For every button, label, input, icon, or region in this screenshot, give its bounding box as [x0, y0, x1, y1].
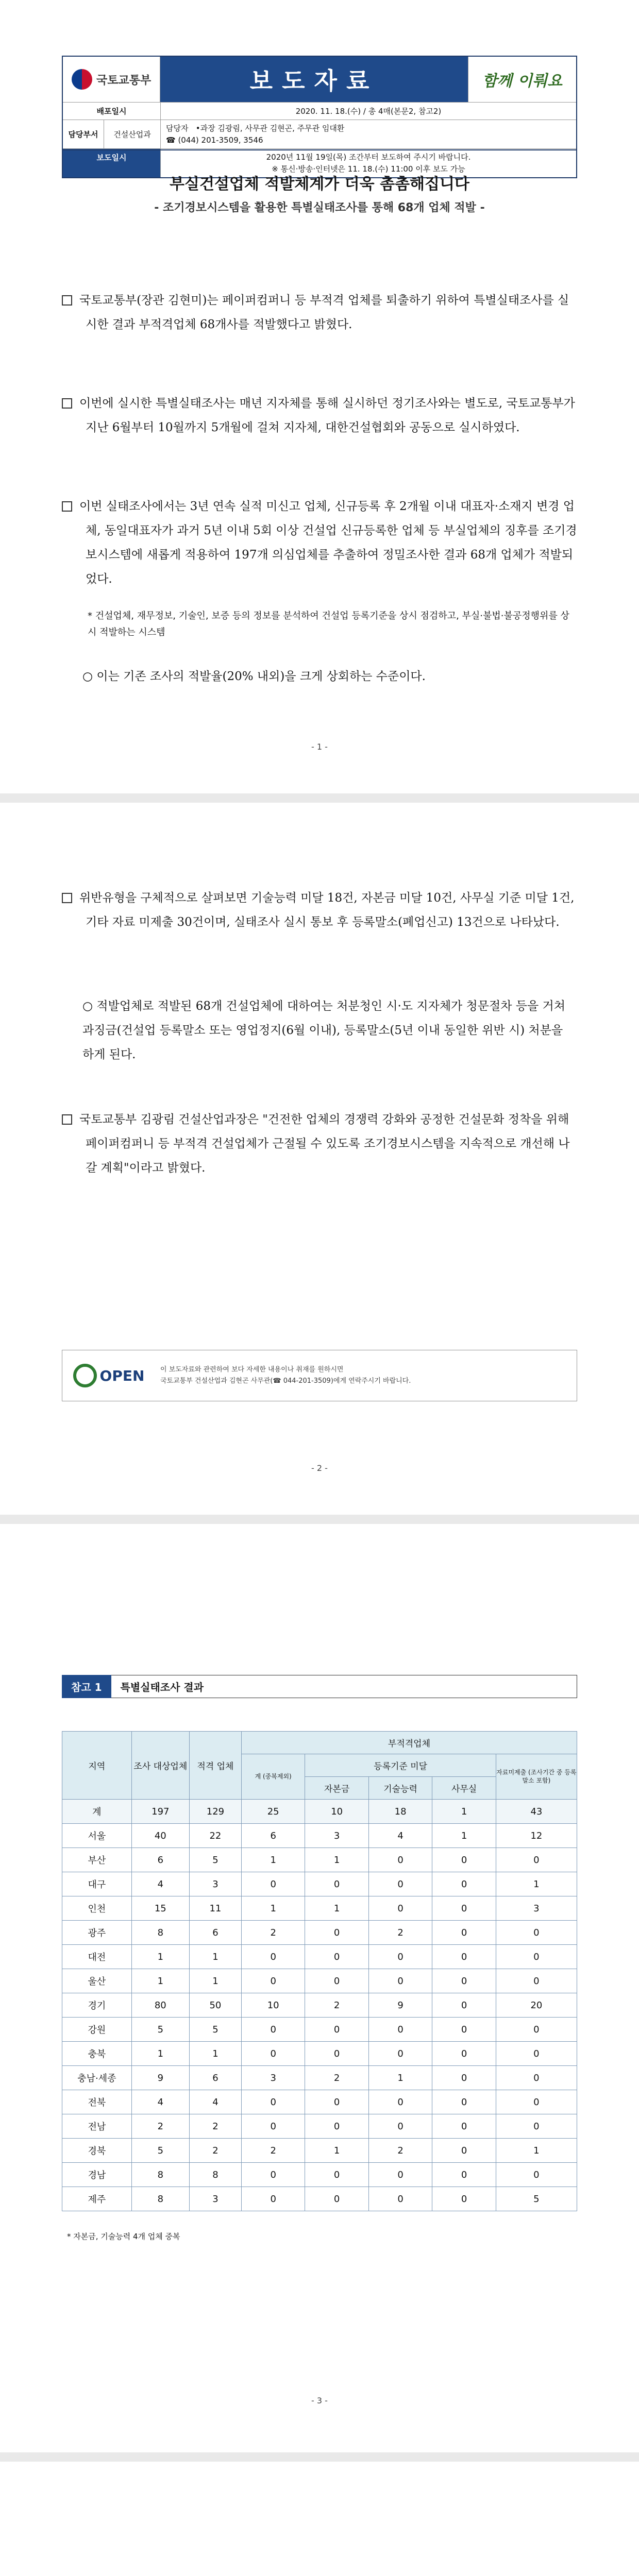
value-cell: 4 — [131, 1872, 189, 1896]
region-cell: 경기 — [62, 1993, 132, 2018]
value-cell: 0 — [432, 1921, 496, 1945]
checkbox-bullet-icon — [62, 398, 72, 409]
region-cell: 부산 — [62, 1848, 132, 1872]
value-cell: 0 — [368, 1945, 432, 1969]
value-cell: 80 — [131, 1993, 189, 2018]
value-cell: 1 — [131, 1969, 189, 1993]
paragraph-1: 국토교통부(장관 김현미)는 페이퍼컴퍼니 등 부적격 업체를 퇴출하기 위하여 특별실태조사를 실시한 결과 부적격업체 68개사를 적발했다고 밝혔다. — [62, 289, 577, 337]
table-row — [62, 1848, 577, 1872]
region-cell: 제주 — [62, 2187, 132, 2211]
value-cell: 0 — [432, 1896, 496, 1921]
headline — [62, 171, 577, 215]
value-cell: 0 — [241, 2090, 305, 2114]
value-cell: 0 — [241, 2018, 305, 2042]
value-cell: 8 — [131, 2163, 189, 2187]
headline-title: 부실건설업체 적발체계가 더욱 촘촘해집니다 — [170, 175, 469, 193]
value-cell: 5 — [131, 2139, 189, 2163]
value-cell: 0 — [241, 2114, 305, 2139]
page-number: - 3 - — [311, 2396, 328, 2405]
value-cell: 0 — [496, 1921, 577, 1945]
value-cell: 0 — [368, 2114, 432, 2139]
value-cell: 197 — [131, 1800, 189, 1824]
value-cell: 4 — [131, 2090, 189, 2114]
value-cell: 2 — [189, 2114, 241, 2139]
value-cell: 6 — [189, 2066, 241, 2090]
table-row — [62, 2187, 577, 2211]
value-cell: 0 — [368, 1848, 432, 1872]
staff-info: 담당자 •과장 김광림, 사무관 김현곤, 주무관 임대환 ☎ (044) 201-3509, 3546 — [166, 124, 345, 145]
value-cell: 0 — [368, 1969, 432, 1993]
value-cell: 11 — [189, 1896, 241, 1921]
value-cell: 0 — [368, 2018, 432, 2042]
embargo-label: 보도일시 — [63, 149, 161, 177]
value-cell: 43 — [496, 1800, 577, 1824]
value-cell: 0 — [496, 1945, 577, 1969]
value-cell: 0 — [432, 2042, 496, 2066]
col-standard-group: 등록기준 미달 — [305, 1754, 496, 1777]
col-office: 사무실 — [432, 1777, 496, 1800]
value-cell: 6 — [241, 1824, 305, 1848]
divider — [62, 149, 577, 150]
value-cell: 0 — [432, 2139, 496, 2163]
region-cell: 전북 — [62, 2090, 132, 2114]
value-cell: 0 — [496, 2018, 577, 2042]
value-cell: 0 — [432, 2114, 496, 2139]
value-cell: 1 — [305, 1848, 368, 1872]
table-row — [62, 2163, 577, 2187]
ref1-title — [62, 1674, 577, 1698]
value-cell: 18 — [368, 1800, 432, 1824]
value-cell: 3 — [496, 1896, 577, 1921]
table-row — [62, 2139, 577, 2163]
region-cell: 경남 — [62, 2163, 132, 2187]
value-cell: 3 — [305, 1824, 368, 1848]
region-cell: 경북 — [62, 2139, 132, 2163]
value-cell: 0 — [241, 2163, 305, 2187]
value-cell: 1 — [432, 1800, 496, 1824]
value-cell: 8 — [131, 1921, 189, 1945]
col-target: 조사 대상업체 — [131, 1732, 189, 1800]
value-cell: 0 — [305, 2114, 368, 2139]
value-cell: 3 — [189, 2187, 241, 2211]
value-cell: 0 — [432, 2163, 496, 2187]
value-cell: 4 — [368, 1824, 432, 1848]
page-separator — [0, 1515, 639, 1524]
table-row — [62, 1872, 577, 1896]
value-cell: 4 — [189, 2090, 241, 2114]
col-etc: 자료미제출 (조사기간 중 등록말소 포함) — [496, 1754, 577, 1800]
dept-name: 건설산업과 — [104, 120, 161, 148]
release-date-label: 배포일시 — [63, 103, 161, 120]
system-note: * 건설업체, 재무정보, 기술인, 보증 등의 정보를 분석하여 건설업 등록기준을 상시 점검하고, 부실·불법·불공정행위를 상시 적발하는 시스템 — [88, 611, 569, 638]
region-cell: 울산 — [62, 1969, 132, 1993]
value-cell: 2 — [368, 1921, 432, 1945]
value-cell: 0 — [432, 1993, 496, 2018]
value-cell: 0 — [241, 1945, 305, 1969]
ref1-name: 특별실태조사 결과 — [111, 1675, 577, 1698]
value-cell: 20 — [496, 1993, 577, 2018]
open-logo: OPEN — [62, 1364, 155, 1387]
press-release-title: 보도자료 — [160, 57, 468, 102]
value-cell: 10 — [305, 1800, 368, 1824]
paragraph-5: 위반유형을 구체적으로 살펴보면 기술능력 미달 18건, 자본금 미달 10건, 사무실 기준 미달 1건, 기타 자료 미제출 30건이며, 실태조사 실시 통보 후 등록말소(폐업신고) 13건으로 나타났다. — [62, 886, 577, 935]
region-cell: 대전 — [62, 1945, 132, 1969]
page-number: - 1 - — [311, 742, 328, 752]
value-cell: 0 — [496, 1848, 577, 1872]
value-cell: 0 — [432, 2066, 496, 2090]
value-cell: 0 — [432, 2187, 496, 2211]
value-cell: 5 — [496, 2187, 577, 2211]
col-unfit: 부적격업체 — [241, 1732, 577, 1754]
headline-subtitle: - 조기경보시스템을 활용한 특별실태조사를 통해 68개 업체 적발 - — [154, 201, 485, 214]
value-cell: 0 — [432, 1848, 496, 1872]
value-cell: 5 — [131, 2018, 189, 2042]
value-cell: 0 — [241, 1872, 305, 1896]
open-contact-box — [62, 1350, 577, 1401]
value-cell: 5 — [189, 1848, 241, 1872]
region-cell: 충북 — [62, 2042, 132, 2066]
table-row — [62, 1824, 577, 1848]
region-cell: 광주 — [62, 1921, 132, 1945]
value-cell: 1 — [305, 1896, 368, 1921]
page-separator — [0, 2452, 639, 2462]
value-cell: 1 — [241, 1848, 305, 1872]
value-cell: 1 — [432, 1824, 496, 1848]
col-capital: 자본금 — [305, 1777, 368, 1800]
value-cell: 0 — [368, 1872, 432, 1896]
table-row — [62, 1993, 577, 2018]
value-cell: 25 — [241, 1800, 305, 1824]
value-cell: 6 — [131, 1848, 189, 1872]
value-cell: 0 — [241, 1969, 305, 1993]
col-tech: 기술능력 — [368, 1777, 432, 1800]
value-cell: 0 — [305, 2042, 368, 2066]
value-cell: 22 — [189, 1824, 241, 1848]
value-cell: 2 — [368, 2139, 432, 2163]
value-cell: 2 — [305, 1993, 368, 2018]
value-cell: 0 — [432, 2018, 496, 2042]
region-cell: 서울 — [62, 1824, 132, 1848]
paragraph-2: 이번에 실시한 특별실태조사는 매년 지자체를 통해 실시하던 정기조사와는 별도로, 국토교통부가 지난 6월부터 10월까지 5개월에 걸쳐 지자체, 대한건설협회와 공동으로 실시하였다. — [62, 392, 577, 440]
region-cell: 인천 — [62, 1896, 132, 1921]
value-cell: 0 — [368, 1896, 432, 1921]
value-cell: 129 — [189, 1800, 241, 1824]
value-cell: 6 — [189, 1921, 241, 1945]
region-cell: 대구 — [62, 1872, 132, 1896]
checkbox-bullet-icon — [62, 1114, 72, 1125]
region-cell: 계 — [62, 1800, 132, 1824]
value-cell: 0 — [305, 2163, 368, 2187]
total-row — [62, 1800, 577, 1824]
table-row — [62, 2066, 577, 2090]
dept-label: 담당부서 — [63, 120, 104, 148]
region-cell: 강원 — [62, 2018, 132, 2042]
ministry-name: 국토교통부 — [96, 74, 152, 87]
value-cell: 2 — [305, 2066, 368, 2090]
value-cell: 0 — [368, 2163, 432, 2187]
paragraph-4: ○ 이는 기존 조사의 적발율(20% 내외)을 크게 상회하는 수준이다. — [82, 670, 426, 683]
ref1-note: * 자본금, 기술능력 4개 업체 중복 — [67, 2232, 180, 2241]
open-circle-icon — [73, 1364, 97, 1387]
inspection-results-table — [62, 1731, 577, 2211]
region-cell: 전남 — [62, 2114, 132, 2139]
value-cell: 8 — [131, 2187, 189, 2211]
value-cell: 0 — [432, 2090, 496, 2114]
contact-text: 이 보도자료와 관련하여 보다 자세한 내용이나 취재를 원하시면 국토교통부 건설산업과 김현곤 사무관(☎ 044-201-3509)에게 연락주시기 바랍니다. — [160, 1365, 411, 1385]
value-cell: 1 — [131, 1945, 189, 1969]
table-row — [62, 2090, 577, 2114]
col-subtotal: 계 (중복제외) — [241, 1754, 305, 1800]
release-date: 2020. 11. 18.(수) / 총 4매(본문2, 참고2) — [295, 107, 442, 116]
ministry-emblem-icon — [72, 69, 92, 90]
value-cell: 50 — [189, 1993, 241, 2018]
value-cell: 2 — [241, 1921, 305, 1945]
page-number: - 2 - — [311, 1463, 328, 1473]
value-cell: 1 — [241, 1896, 305, 1921]
checkbox-bullet-icon — [62, 893, 72, 903]
value-cell: 0 — [241, 2042, 305, 2066]
embargo-info: 2020년 11월 19일(목) 조간부터 보도하여 주시기 바랍니다. ※ 통신·방송·인터넷은 11. 18.(수) 11:00 이후 보도 가능 — [266, 152, 471, 174]
value-cell: 0 — [496, 2042, 577, 2066]
table-row — [62, 1921, 577, 1945]
slogan: 함께 이뤄요 — [482, 72, 563, 90]
value-cell: 1 — [189, 1969, 241, 1993]
value-cell: 0 — [368, 2187, 432, 2211]
value-cell: 1 — [496, 2139, 577, 2163]
value-cell: 12 — [496, 1824, 577, 1848]
paragraph-3: 이번 실태조사에서는 3년 연속 실적 미신고 업체, 신규등록 후 2개월 이내 대표자·소재지 변경 업체, 동일대표자가 과거 5년 이내 5회 이상 건설업 신규등록한 업체 등 부실업체의 징후를 조기경보시스템에 새롭게 적용하여 197개 의심업체를 추출하여 정밀조사한 결과 68개 업체가 적발되었다. — [62, 495, 577, 592]
checkbox-bullet-icon — [62, 501, 72, 512]
col-region: 지역 — [62, 1732, 132, 1800]
value-cell: 2 — [189, 2139, 241, 2163]
value-cell: 0 — [305, 1945, 368, 1969]
value-cell: 0 — [305, 2090, 368, 2114]
value-cell: 10 — [241, 1993, 305, 2018]
region-cell: 충남·세종 — [62, 2066, 132, 2090]
value-cell: 9 — [368, 1993, 432, 2018]
value-cell: 0 — [496, 2090, 577, 2114]
ministry-logo — [63, 57, 160, 102]
value-cell: 0 — [368, 2090, 432, 2114]
value-cell: 0 — [368, 2042, 432, 2066]
table-row — [62, 2018, 577, 2042]
value-cell: 0 — [305, 1921, 368, 1945]
value-cell: 0 — [305, 2187, 368, 2211]
value-cell: 1 — [131, 2042, 189, 2066]
table-row — [62, 1969, 577, 1993]
value-cell: 5 — [189, 2018, 241, 2042]
value-cell: 0 — [305, 1872, 368, 1896]
value-cell: 1 — [305, 2139, 368, 2163]
value-cell: 2 — [241, 2139, 305, 2163]
value-cell: 0 — [241, 2187, 305, 2211]
value-cell: 1 — [368, 2066, 432, 2090]
value-cell: 0 — [496, 2114, 577, 2139]
value-cell: 40 — [131, 1824, 189, 1848]
col-fit: 적격 업체 — [189, 1732, 241, 1800]
value-cell: 3 — [241, 2066, 305, 2090]
value-cell: 0 — [496, 2066, 577, 2090]
table-row — [62, 1945, 577, 1969]
value-cell: 0 — [305, 2018, 368, 2042]
value-cell: 8 — [189, 2163, 241, 2187]
value-cell: 2 — [131, 2114, 189, 2139]
ref1-tag: 참고 1 — [62, 1675, 111, 1698]
value-cell: 15 — [131, 1896, 189, 1921]
value-cell: 0 — [432, 1872, 496, 1896]
value-cell: 0 — [432, 1945, 496, 1969]
value-cell: 9 — [131, 2066, 189, 2090]
paragraph-6: ○ 적발업체로 적발된 68개 건설업체에 대하여는 처분청인 시·도 지자체가 청문절차 등을 거쳐 과징금(건설업 등록말소 또는 영업정지(6월 이내), 등록말소(5년 이내 동일한 위반 시) 처분을 하게 된다. — [82, 999, 565, 1062]
value-cell: 0 — [496, 1969, 577, 1993]
table-row — [62, 2114, 577, 2139]
table-row — [62, 2042, 577, 2066]
value-cell: 0 — [496, 2163, 577, 2187]
value-cell: 1 — [189, 1945, 241, 1969]
value-cell: 1 — [496, 1872, 577, 1896]
checkbox-bullet-icon — [62, 295, 72, 306]
press-release-header — [62, 56, 577, 178]
value-cell: 0 — [305, 1969, 368, 1993]
value-cell: 3 — [189, 1872, 241, 1896]
value-cell: 1 — [189, 2042, 241, 2066]
paragraph-7: 국토교통부 김광림 건설산업과장은 "건전한 업체의 경쟁력 강화와 공정한 건설문화 정착을 위해 페이퍼컴퍼니 등 부적격 건설업체가 근절될 수 있도록 조기경보시스템을 지속적으로 개선해 나갈 계획"이라고 밝혔다. — [62, 1108, 577, 1180]
value-cell: 0 — [432, 1969, 496, 1993]
table-row — [62, 1896, 577, 1921]
page-separator — [0, 793, 639, 803]
